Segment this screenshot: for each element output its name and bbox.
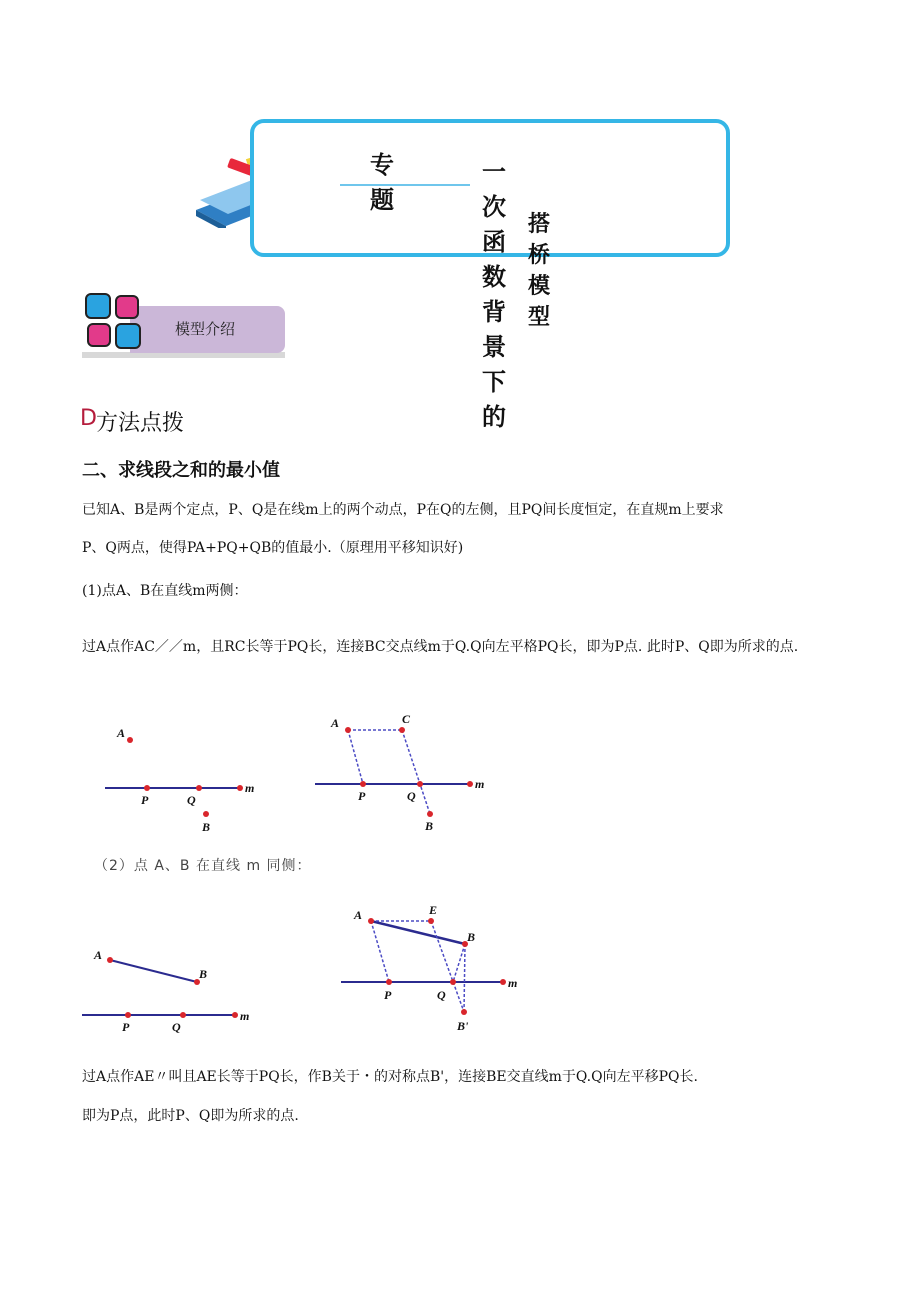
- segment-ap: [348, 730, 363, 784]
- label-p: P: [358, 789, 366, 803]
- label-q: Q: [172, 1020, 181, 1034]
- tiles-icon: [82, 290, 146, 352]
- method-marker: D: [80, 406, 97, 431]
- point-m-end: [232, 1012, 238, 1018]
- label-m: m: [240, 1009, 250, 1023]
- point-q: [196, 785, 202, 791]
- label-m: m: [508, 976, 518, 990]
- point-q: [180, 1012, 186, 1018]
- point-b: [203, 811, 209, 817]
- banner-divider: [340, 184, 470, 186]
- point-b: [427, 811, 433, 817]
- label-c: C: [402, 712, 411, 726]
- label-m: m: [245, 781, 255, 795]
- segment-ab: [371, 921, 465, 944]
- sub-heading: 二、求线段之和的最小值: [82, 460, 280, 481]
- point-q: [450, 979, 456, 985]
- point-p: [386, 979, 392, 985]
- section-tab-label: 模型介绍: [175, 320, 236, 338]
- point-p: [125, 1012, 131, 1018]
- label-p: P: [141, 793, 149, 807]
- banner-topic: 专 题: [370, 150, 400, 214]
- label-b-prime: B': [457, 1019, 469, 1033]
- point-c: [399, 727, 405, 733]
- case-2-description-2: 即为P点，此时P、Q即为所求的点.: [82, 1108, 299, 1124]
- method-title: 方法点拨: [96, 411, 185, 436]
- case-2-description-1: 过A点作AE〃叫且AE长等于PQ长，作B关于・的对称点B'，连接BE交直线m于Q.Q向左平移PQ长.: [82, 1069, 698, 1085]
- figure-same-side: [80, 935, 270, 1035]
- label-a: A: [354, 908, 363, 922]
- segment-bb-prime: [464, 944, 465, 1012]
- point-p: [360, 781, 366, 787]
- segment-ab: [110, 960, 197, 982]
- label-a: A: [331, 716, 340, 730]
- intro-line-2: P、Q两点，使得PA+PQ+QB的值最小.（原理用平移知识好): [82, 540, 464, 556]
- point-a: [127, 737, 133, 743]
- figure-same-side-solution: [333, 898, 533, 1038]
- label-e: E: [429, 903, 438, 917]
- figure-opposite-sides: [100, 718, 270, 838]
- label-p: P: [384, 988, 392, 1002]
- segment-bq: [453, 944, 465, 982]
- point-m-end: [500, 979, 506, 985]
- label-a: A: [117, 726, 126, 740]
- label-b: B: [425, 819, 434, 833]
- figure-opposite-sides-solution: [310, 708, 500, 836]
- label-b: B: [467, 930, 476, 944]
- intro-line-1: 已知A、B是两个定点，P、Q是在线m上的两个动点，P在Q的左侧，且PQ间长度恒定，在直规m上要求: [82, 502, 724, 518]
- label-q: Q: [407, 789, 416, 803]
- point-b-prime: [461, 1009, 467, 1015]
- banner-title-line1: 一次函数背景下的: [482, 157, 506, 431]
- label-q: Q: [187, 793, 196, 807]
- label-b: B: [202, 820, 211, 834]
- point-a: [107, 957, 113, 963]
- point-m-end: [237, 785, 243, 791]
- segment-ap: [371, 921, 389, 982]
- point-p: [144, 785, 150, 791]
- point-e: [428, 918, 434, 924]
- label-p: P: [122, 1020, 130, 1034]
- case-1-description: 过A点作AC／／m，且RC长等于PQ长，连接BC交点线m于Q.Q向左平格PQ长，即为P点. 此时P、Q即为所求的点.: [82, 639, 799, 655]
- label-a: A: [94, 948, 103, 962]
- point-a: [345, 727, 351, 733]
- label-q: Q: [437, 988, 446, 1002]
- point-a: [368, 918, 374, 924]
- point-m-end: [467, 781, 473, 787]
- case-1-title: (1)点A、B在直线m两侧：: [82, 583, 248, 599]
- banner-title-line2: 搭桥模型: [528, 211, 551, 330]
- label-m: m: [475, 777, 485, 791]
- label-b: B: [199, 967, 208, 981]
- case-2-title: （2）点 A、B 在直线 m 同侧：: [94, 858, 312, 874]
- segment-eb-prime: [431, 921, 464, 1012]
- point-q: [417, 781, 423, 787]
